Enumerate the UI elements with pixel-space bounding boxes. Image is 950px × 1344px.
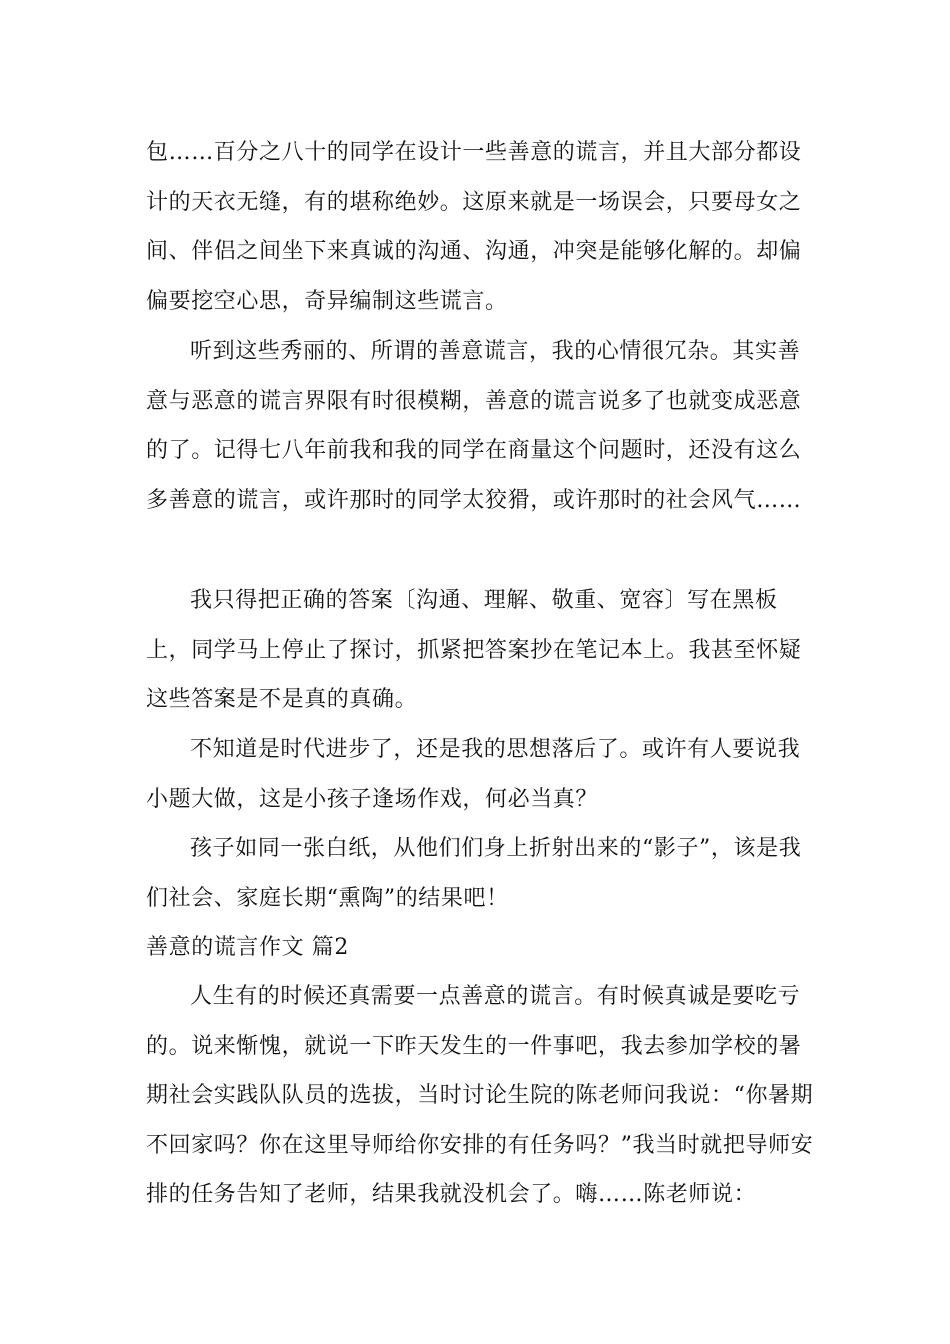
section-paragraph-1: 人生有的时候还真需要一点善意的谎言。有时候真诚是要吃亏的。说来惭愧，就说一下昨天发生的一件事吧，我去参加学校的暑期社会实践队队员的选拔，当时讨论生院的陈老师问我说：“你暑期不回家吗？你在这里导师给你安排的有任务吗？”我当时就把导师安排的任务告知了老师，结果我就没机会了。嗨……陈老师说：: [146, 984, 814, 1207]
paragraph-3: 我只得把正确的答案〔沟通、理解、敬重、宽容〕写在黑板上，同学马上停止了探讨，抓紧把答案抄在笔记本上。我甚至怀疑这些答案是不是真的真确。: [146, 588, 802, 712]
section-heading: 善意的谎言作文 篇2: [146, 935, 349, 960]
paragraph-4: 不知道是时代进步了，还是我的思想落后了。或许有人要说我小题大做，这是小孩子逢场作戏，何必当真？: [146, 737, 801, 812]
paragraph-5: 孩子如同一张白纸，从他们们身上折射出来的“影子”，该是我们社会、家庭长期“熏陶”的结果吧！: [146, 836, 802, 911]
paragraph-2: 听到这些秀丽的、所谓的善意谎言，我的心情很冗杂。其实善意与恶意的谎言界限有时很模糊，善意的谎言说多了也就变成恶意的了。记得七八年前我和我的同学在商量这个问题时，还没有这么多善意的谎言，或许那时的同学太狡猾，或许那时的社会风气……: [146, 339, 802, 513]
paragraph-1: 包……百分之八十的同学在设计一些善意的谎言，并且大部分都设计的天衣无缝，有的堪称绝妙。这原来就是一场误会，只要母女之间、伴侣之间坐下来真诚的沟通、沟通，冲突是能够化解的。却偏偏要挖空心思，奇异编制这些谎言。: [146, 140, 802, 314]
